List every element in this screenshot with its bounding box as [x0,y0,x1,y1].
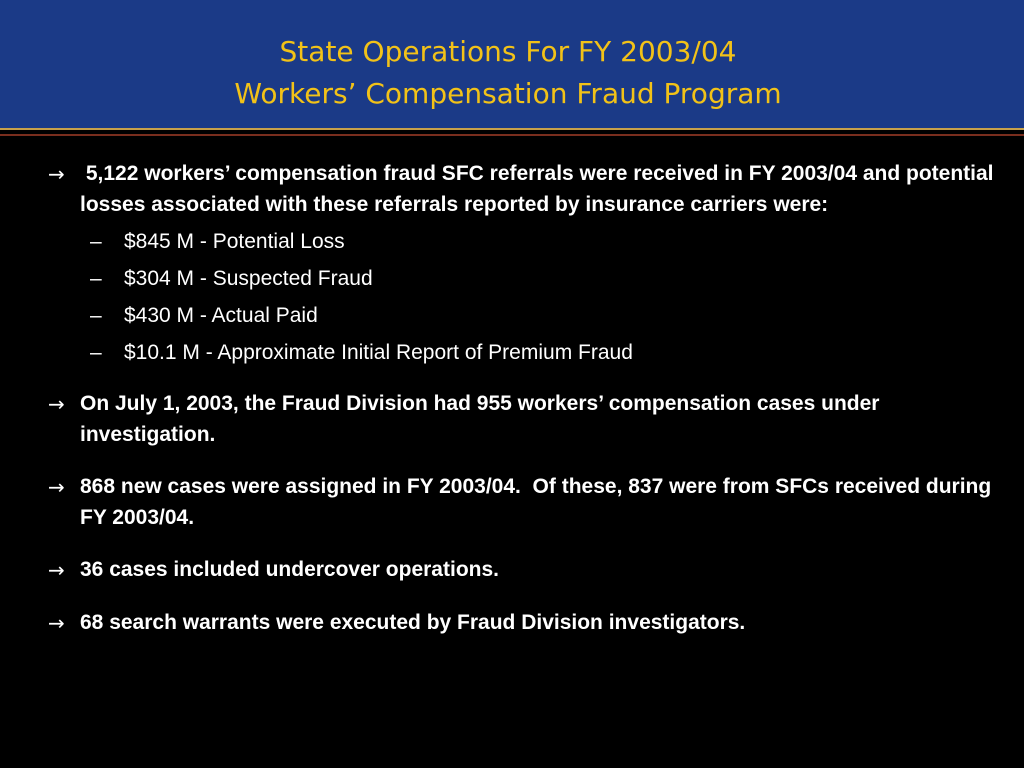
bullet-cases-under-investigation [48,389,1008,450]
sub-item-potential-loss [80,223,1008,260]
bullet-text: 868 new cases were assigned in FY 2003/04. Of these, 837 were from SFCs received during FY 2003/04. [80,475,998,529]
loss-sublist [80,223,1008,371]
bullet-search-warrants [48,608,1008,639]
dash-bullet-icon: – [90,230,102,253]
bullet-undercover [48,555,1008,586]
dash-bullet-icon: – [90,267,102,290]
bullet-new-cases [48,472,1008,533]
arrow-bullet-icon: → [48,162,65,186]
slide-title [0,31,1016,115]
title-line-2: Workers’ Compensation Fraud Program [234,77,782,110]
arrow-bullet-icon: → [48,610,65,635]
bullet-text: 68 search warrants were executed by Fraud Division investigators. [80,610,746,634]
dash-bullet-icon: – [90,341,102,364]
bullet-text: 36 cases included undercover operations. [80,558,499,581]
bullet-text: On July 1, 2003, the Fraud Division had 955 workers’ compensation cases under investigation. [80,392,880,446]
sub-item-text: $10.1 M - Approximate Initial Report of Premium Fraud [124,341,633,364]
title-divider [0,134,1024,136]
dash-bullet-icon: – [90,304,102,327]
sub-item-text: $304 M - Suspected Fraud [124,267,373,290]
title-bar [0,0,1024,130]
sub-item-text: $845 M - Potential Loss [124,230,345,253]
sub-item-text: $430 M - Actual Paid [124,304,318,327]
bullet-text: 5,122 workers’ compensation fraud SFC referrals were received in FY 2003/04 and potential losses associated with these referrals reported by insurance carriers were: [80,162,1000,216]
arrow-bullet-icon: → [48,392,65,416]
sub-item-suspected-fraud [80,260,1008,297]
sub-item-actual-paid [80,297,1008,334]
sub-item-premium-fraud [80,334,1008,371]
bullet-list [48,159,1008,660]
arrow-bullet-icon: → [48,475,65,499]
title-line-1: State Operations For FY 2003/04 [279,35,737,68]
bullet-referrals [48,159,1008,371]
arrow-bullet-icon: → [48,558,65,582]
